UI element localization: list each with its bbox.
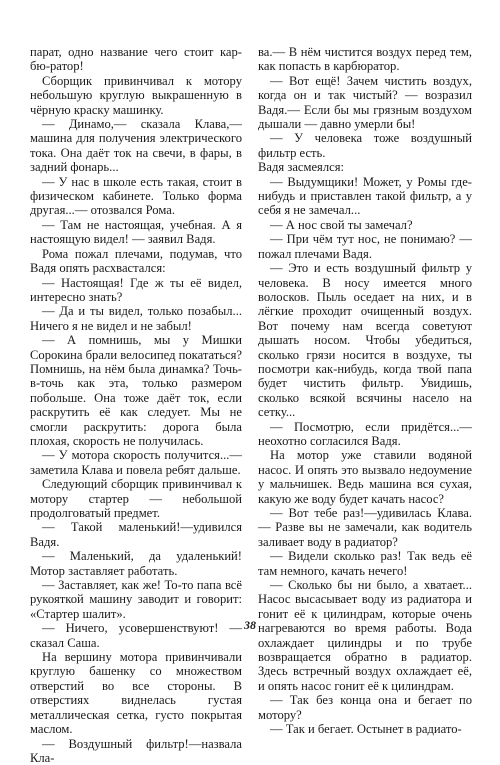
paragraph: Рома пожал плечами, подумав, что Вадя опять расхвастался:: [30, 247, 242, 276]
paragraph: — Настоящая! Где ж ты её видел, интересно знать?: [30, 276, 242, 305]
paragraph: — Так и бегает. Остынет в радиато-: [258, 722, 472, 736]
paragraph: — Это и есть воздушный фильтр у человека. В носу имеется много волосков. Пыль оседает на них, и в лёгкие проходит очищенный воздух. Вот почему нам всегда советуют дышать носом. Чтобы убедиться, сколько грязи носится в воздухе, ты посмотри как-нибудь, когда твой папа будет чистить фильтр. Увидишь, сколько всякой всячины насело на сетку...: [258, 261, 472, 419]
paragraph: ва.— В нём чистится воздух перед тем, как попасть в карбюратор.: [258, 45, 472, 74]
paragraph: — А помнишь, мы у Мишки Сорокина брали велосипед покататься? Помнишь, на нём была динамка? Точь-в-точь как эта, только размером побольше. Она тоже даёт ток, если раскрутить её как следует. Мы не смогли раскрутить: дорога была плохая, скорость не получилась.: [30, 333, 242, 448]
paragraph: — Динамо,— сказала Клава,— машина для получения электрического тока. Она даёт ток на свечи, в фары, в задний фонарь...: [30, 117, 242, 175]
paragraph: — У нас в школе есть такая, стоит в физическом кабинете. Только форма другая...— отозвался Рома.: [30, 175, 242, 218]
paragraph: — У мотора скорость получится...— заметила Клава и повела ребят дальше.: [30, 448, 242, 477]
paragraph: — Так без конца она и бегает по мотору?: [258, 693, 472, 722]
left-text-column: [30, 45, 242, 765]
paragraph: — Да и ты видел, только позабыл... Ничего я не видел и не забыл!: [30, 304, 242, 333]
paragraph: — Вот тебе раз!—удивилась Клава.— Разве вы не замечали, как водитель заливает воду в радиатор?: [258, 506, 472, 549]
paragraph: — Сколько бы ни было, а хватает... Насос высасывает воду из радиатора и гонит её к цилиндрам, которые очень нагреваются во время работы. Вода охлаждает цилиндры и по трубе возвращается обратно в радиатор. Здесь встречный воздух охлаждает её, и опять насос гонит её к цилиндрам.: [258, 578, 472, 693]
paragraph: Вадя засмеялся:: [258, 160, 472, 174]
paragraph: — У человека тоже воздушный фильтр есть.: [258, 131, 472, 160]
paragraph: — Такой маленький!—удивился Вадя.: [30, 520, 242, 549]
paragraph: Следующий сборщик привинчивал к мотору стартер — небольшой продолговатый предмет.: [30, 477, 242, 520]
paragraph: — А нос свой ты замечал?: [258, 218, 472, 232]
page-number: 38: [0, 618, 500, 633]
paragraph: — Вот ещё! Зачем чистить воздух, когда он и так чистый? — возразил Вадя.— Если бы мы грязным воздухом дышали — давно умерли бы!: [258, 74, 472, 132]
paragraph: — Воздушный фильтр!—назвала Кла-: [30, 737, 242, 765]
paragraph: — Там не настоящая, учебная. А я настоящую видел! — заявил Вадя.: [30, 218, 242, 247]
paragraph: парат, одно название чего стоит кар-бю-ратор!: [30, 45, 242, 74]
paragraph: На вершину мотора привинчивали круглую башенку со множеством отверстий во все стороны. В отверстиях виднелась густая металлическая сетка, густо покрытая маслом.: [30, 650, 242, 736]
paragraph: Сборщик привинчивал к мотору небольшую круглую выкрашенную в чёрную краску машинку.: [30, 74, 242, 117]
paragraph: На мотор уже ставили водяной насос. И опять это вызвало недоумение у мальчишек. Ведь машина вся сухая, какую же воду будет качать насос?: [258, 448, 472, 506]
paragraph: — Маленький, да удаленький! Мотор заставляет работать.: [30, 549, 242, 578]
paragraph: — Посмотрю, если придётся...— неохотно согласился Вадя.: [258, 420, 472, 449]
paragraph: — Ничего, усовершенствуют! — сказал Саша.: [30, 621, 242, 650]
paragraph: — Выдумщики! Может, у Ромы где-нибудь и приставлен такой фильтр, а у себя я не замечал...: [258, 175, 472, 218]
paragraph: — При чём тут нос, не понимаю? — пожал плечами Вадя.: [258, 232, 472, 261]
paragraph: — Заставляет, как же! То-то папа всё рукояткой машину заводит и говорит: «Стартер шалит».: [30, 578, 242, 621]
paragraph: — Видели сколько раз! Так ведь её там немного, качать нечего!: [258, 549, 472, 578]
